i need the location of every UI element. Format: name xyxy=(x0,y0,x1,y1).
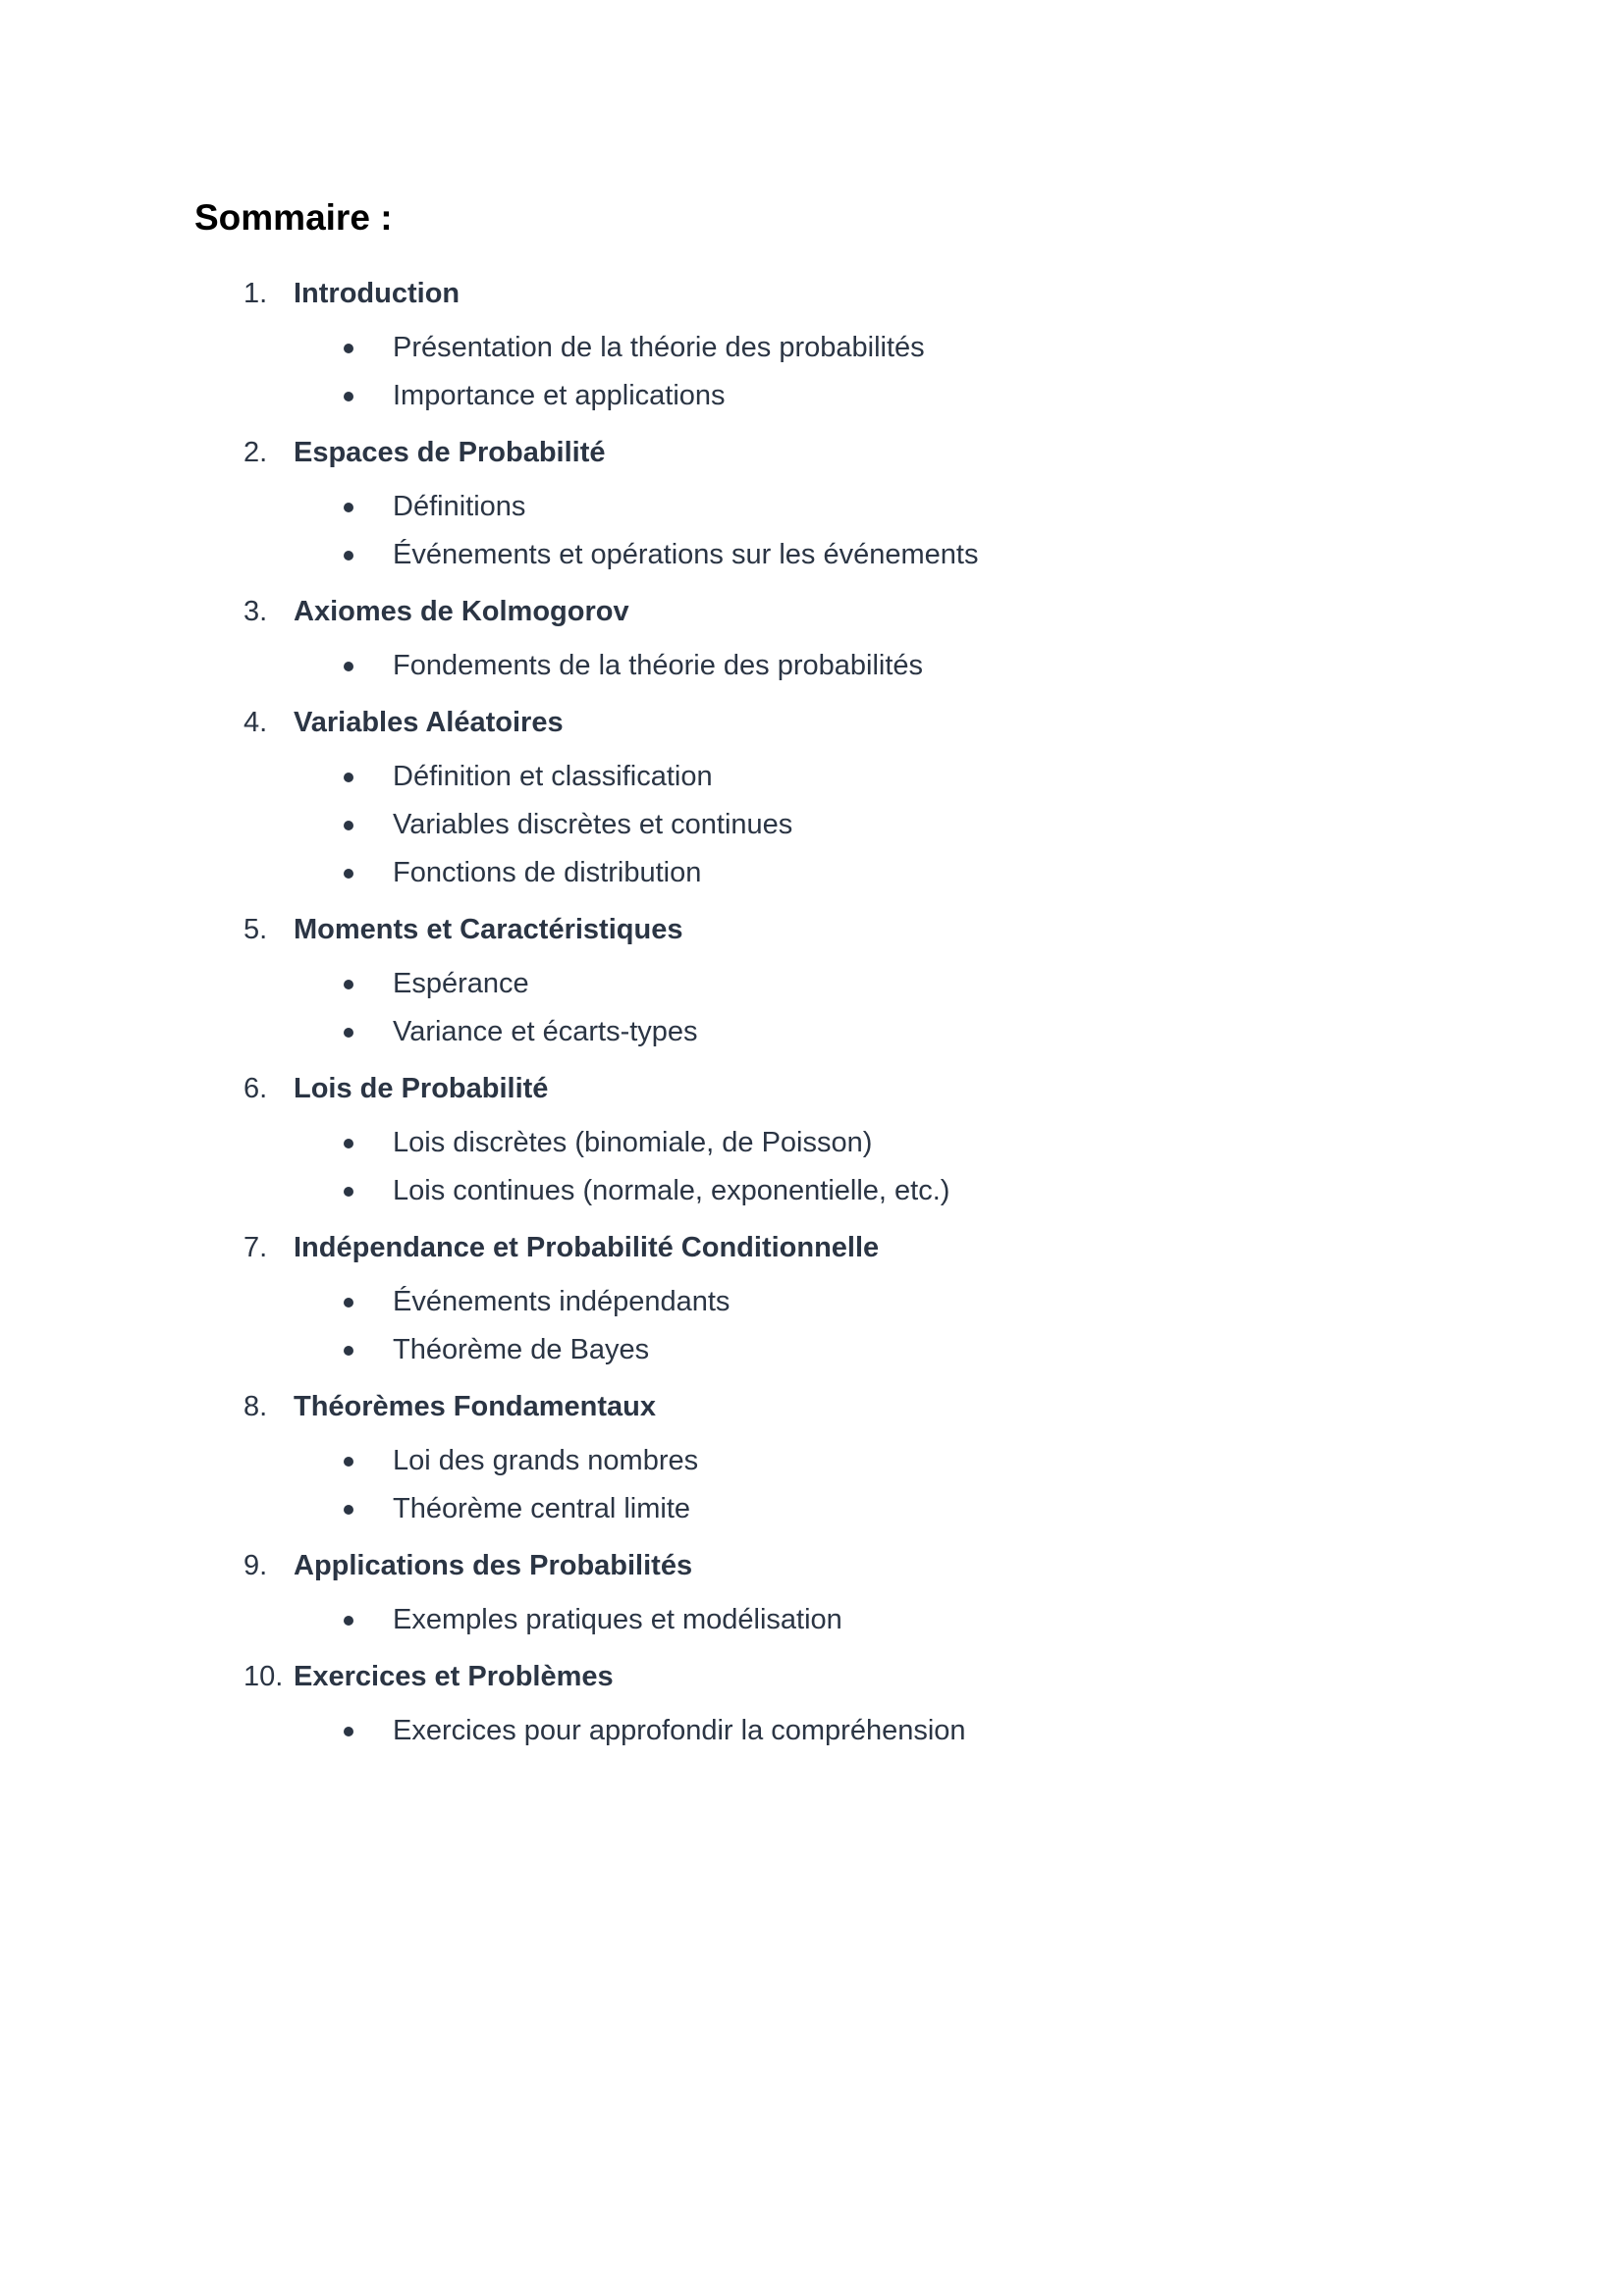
bullet-icon xyxy=(344,1028,353,1038)
toc-section-heading xyxy=(0,1064,1624,1113)
toc-section-title: Espaces de Probabilité xyxy=(294,437,606,468)
bullet-icon xyxy=(344,1139,353,1148)
bullet-icon xyxy=(344,980,353,989)
toc-subitem-list xyxy=(0,960,1624,1056)
toc-section xyxy=(0,428,1624,579)
bullet-icon xyxy=(344,869,353,879)
toc-section-number: 2. xyxy=(244,437,268,468)
bullet-icon xyxy=(344,1727,353,1736)
toc-section-heading xyxy=(0,269,1624,318)
toc-subitem xyxy=(0,642,1624,690)
toc-subitem-text: Espérance xyxy=(393,968,529,999)
toc-section-heading xyxy=(0,905,1624,954)
toc-subitem-list xyxy=(0,483,1624,579)
toc-subitem-list xyxy=(0,642,1624,690)
toc-subitem xyxy=(0,1485,1624,1533)
toc-section-number: 9. xyxy=(244,1550,268,1581)
bullet-icon xyxy=(344,662,353,671)
toc-section xyxy=(0,698,1624,897)
toc-subitem-text: Événements et opérations sur les événements xyxy=(393,539,979,570)
bullet-icon xyxy=(344,551,353,561)
toc-subitem-text: Importance et applications xyxy=(393,380,726,411)
toc-subitem xyxy=(0,1707,1624,1755)
toc-subitem-text: Définition et classification xyxy=(393,761,713,792)
toc-subitem-list xyxy=(0,753,1624,897)
toc-subitem-text: Exemples pratiques et modélisation xyxy=(393,1604,842,1635)
bullet-icon xyxy=(344,1298,353,1308)
toc-section-title: Introduction xyxy=(294,278,460,309)
toc-section-heading xyxy=(0,1223,1624,1272)
toc-section xyxy=(0,1652,1624,1755)
toc-section-heading xyxy=(0,1382,1624,1431)
toc-subitem xyxy=(0,801,1624,849)
toc-subitem-text: Théorème de Bayes xyxy=(393,1334,650,1365)
bullet-icon xyxy=(344,392,353,401)
toc-subitem xyxy=(0,483,1624,531)
toc-section-title: Lois de Probabilité xyxy=(294,1073,549,1104)
toc-section-title: Applications des Probabilités xyxy=(294,1550,693,1581)
table-of-contents xyxy=(0,269,1624,1755)
bullet-icon xyxy=(344,344,353,353)
toc-subitem-list xyxy=(0,1278,1624,1374)
toc-section-number: 1. xyxy=(244,278,268,309)
toc-section xyxy=(0,587,1624,690)
toc-subitem-text: Fondements de la théorie des probabilités xyxy=(393,650,924,681)
toc-section-number: 10. xyxy=(244,1661,284,1692)
toc-section xyxy=(0,1541,1624,1644)
toc-subitem-text: Variables discrètes et continues xyxy=(393,809,793,840)
toc-subitem-list xyxy=(0,1596,1624,1644)
toc-section xyxy=(0,905,1624,1056)
toc-subitem xyxy=(0,372,1624,420)
toc-subitem xyxy=(0,324,1624,372)
page-title: Sommaire : xyxy=(194,197,393,238)
toc-subitem-text: Lois discrètes (binomiale, de Poisson) xyxy=(393,1127,873,1158)
toc-section-number: 4. xyxy=(244,707,268,738)
bullet-icon xyxy=(344,503,353,512)
toc-section-number: 8. xyxy=(244,1391,268,1422)
toc-section xyxy=(0,269,1624,420)
toc-subitem xyxy=(0,1119,1624,1167)
toc-section-number: 7. xyxy=(244,1232,268,1263)
toc-subitem xyxy=(0,1167,1624,1215)
toc-section-heading xyxy=(0,587,1624,636)
toc-subitem xyxy=(0,1596,1624,1644)
toc-subitem xyxy=(0,531,1624,579)
toc-subitem-text: Lois continues (normale, exponentielle, etc.) xyxy=(393,1175,950,1206)
toc-subitem-text: Fonctions de distribution xyxy=(393,857,702,888)
toc-subitem xyxy=(0,1326,1624,1374)
toc-subitem-text: Présentation de la théorie des probabilités xyxy=(393,332,925,363)
bullet-icon xyxy=(344,1616,353,1626)
toc-subitem xyxy=(0,849,1624,897)
toc-subitem-text: Définitions xyxy=(393,491,526,522)
toc-subitem-list xyxy=(0,1119,1624,1215)
toc-section xyxy=(0,1064,1624,1215)
toc-subitem-list xyxy=(0,1707,1624,1755)
bullet-icon xyxy=(344,1457,353,1467)
toc-subitem xyxy=(0,1437,1624,1485)
toc-section-title: Théorèmes Fondamentaux xyxy=(294,1391,657,1422)
toc-section-title: Exercices et Problèmes xyxy=(294,1661,614,1692)
toc-section-heading xyxy=(0,428,1624,477)
toc-section-title: Indépendance et Probabilité Conditionnelle xyxy=(294,1232,880,1263)
toc-subitem xyxy=(0,1278,1624,1326)
toc-section-heading xyxy=(0,1652,1624,1701)
toc-section-number: 5. xyxy=(244,914,268,945)
toc-section-number: 3. xyxy=(244,596,268,627)
toc-subitem-text: Variance et écarts-types xyxy=(393,1016,698,1047)
bullet-icon xyxy=(344,1346,353,1356)
bullet-icon xyxy=(344,1187,353,1197)
bullet-icon xyxy=(344,821,353,830)
toc-section xyxy=(0,1223,1624,1374)
toc-subitem xyxy=(0,753,1624,801)
toc-subitem-list xyxy=(0,1437,1624,1533)
toc-section-number: 6. xyxy=(244,1073,268,1104)
toc-section-heading xyxy=(0,698,1624,747)
bullet-icon xyxy=(344,773,353,782)
toc-subitem-text: Événements indépendants xyxy=(393,1286,731,1317)
toc-section-title: Axiomes de Kolmogorov xyxy=(294,596,629,627)
toc-subitem-text: Théorème central limite xyxy=(393,1493,690,1524)
toc-subitem-text: Loi des grands nombres xyxy=(393,1445,699,1476)
toc-section-title: Variables Aléatoires xyxy=(294,707,564,738)
toc-subitem xyxy=(0,960,1624,1008)
toc-subitem-text: Exercices pour approfondir la compréhension xyxy=(393,1715,966,1746)
toc-subitem-list xyxy=(0,324,1624,420)
bullet-icon xyxy=(344,1505,353,1515)
toc-section xyxy=(0,1382,1624,1533)
toc-section-heading xyxy=(0,1541,1624,1590)
toc-subitem xyxy=(0,1008,1624,1056)
toc-section-title: Moments et Caractéristiques xyxy=(294,914,683,945)
